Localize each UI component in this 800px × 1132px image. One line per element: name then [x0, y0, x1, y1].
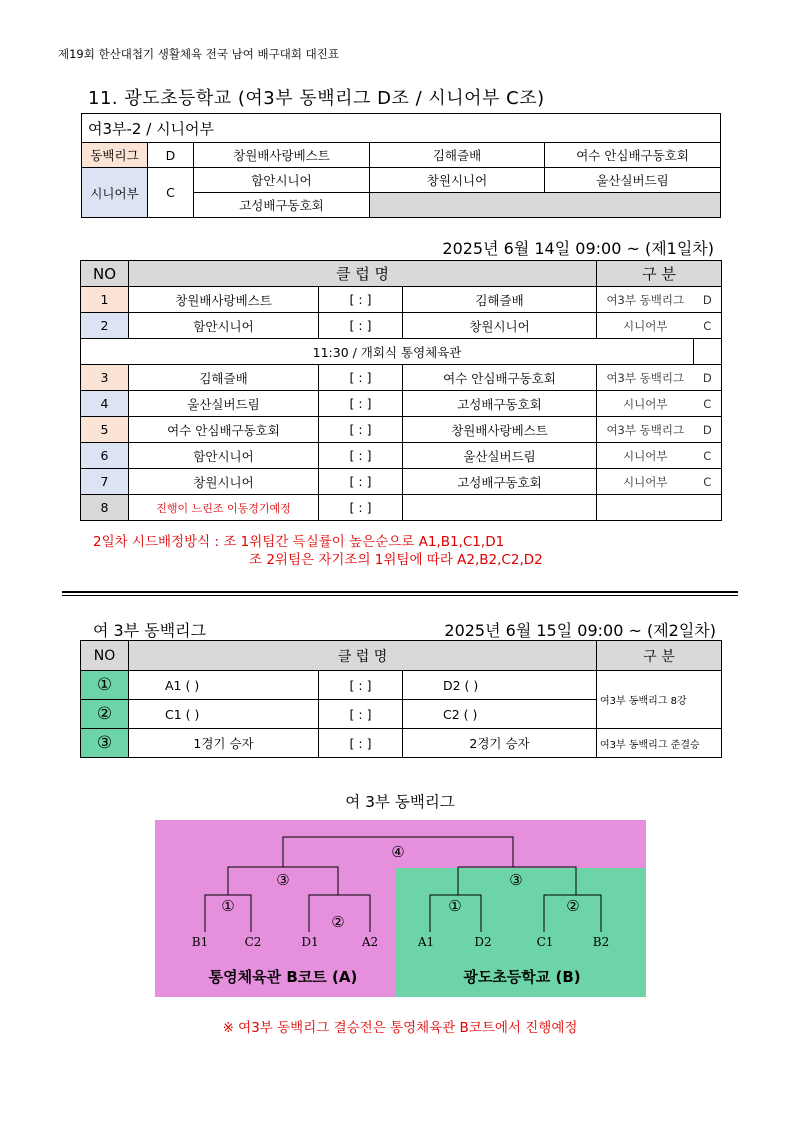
seed-note-line2: 조 2위팀은 자기조의 1위팀에 따라 A2,B2,C2,D2	[249, 552, 543, 568]
quarter-marker: ②	[331, 913, 345, 931]
match-no: 3	[81, 365, 129, 391]
match-no: 6	[81, 443, 129, 469]
seed-note-line1: 2일차 시드배정방식 : 조 1위팀간 득실률이 높은순으로 A1,B1,C1,D1	[93, 534, 505, 550]
team-cell: 함안시니어	[194, 168, 370, 193]
group: C	[694, 391, 722, 417]
day2-league: 여 3부 동백리그	[93, 621, 207, 640]
home-team: 창원배사랑베스트	[129, 287, 319, 313]
seed-label: A2	[361, 935, 379, 949]
group: C	[694, 313, 722, 339]
team-cell: 고성배구동호회	[194, 193, 370, 218]
match-no: 5	[81, 417, 129, 443]
home-team: 함안시니어	[129, 443, 319, 469]
header-club: 클 럽 명	[129, 641, 597, 671]
group-label: C	[148, 168, 194, 218]
seed-label: D1	[301, 935, 319, 949]
venue-b-label: 광도초등학교 (B)	[463, 968, 581, 986]
category: 여3부 동백리그 준결승	[597, 729, 722, 758]
group: D	[694, 287, 722, 313]
away-team: 울산실버드림	[403, 443, 597, 469]
category: 여3부 동백리그	[597, 365, 694, 391]
team-cell: 창원시니어	[370, 168, 545, 193]
score-input[interactable]: [ : ]	[319, 495, 403, 521]
category: 여3부 동백리그 8강	[597, 671, 722, 729]
score-input[interactable]: [ : ]	[319, 443, 403, 469]
header-club: 클 럽 명	[129, 261, 597, 287]
semi-marker: ③	[276, 871, 290, 889]
home-team: 함안시니어	[129, 313, 319, 339]
header-category: 구 분	[597, 261, 722, 287]
group-label: D	[148, 143, 194, 168]
group: D	[694, 365, 722, 391]
group-info-header: 여3부-2 / 시니어부	[82, 114, 721, 143]
category: 시니어부	[597, 391, 694, 417]
document-title: 제19회 한산대첩기 생활체육 전국 남여 배구대회 대진표	[58, 47, 339, 61]
match-no: 4	[81, 391, 129, 417]
away-team: 창원배사랑베스트	[403, 417, 597, 443]
score-input[interactable]: [ : ]	[319, 671, 403, 700]
final-venue-note: ※ 여3부 동백리그 결승전은 통영체육관 B코트에서 진행예정	[222, 1020, 578, 1036]
header-no: NO	[81, 261, 129, 287]
away-team: 고성배구동호회	[403, 391, 597, 417]
score-input[interactable]: [ : ]	[319, 700, 403, 729]
seed-label: C1	[536, 935, 554, 949]
semi-marker: ③	[509, 871, 523, 889]
away-team: C2 ( )	[403, 700, 597, 729]
seed-label: B2	[592, 935, 610, 949]
day1-date: 2025년 6월 14일 09:00 ~ (제1일차)	[442, 239, 714, 258]
division-label: 시니어부	[82, 168, 148, 218]
home-team: C1 ( )	[129, 700, 319, 729]
day2-date: 2025년 6월 15일 09:00 ~ (제2일차)	[444, 621, 716, 640]
away-team: 여수 안심배구동호회	[403, 365, 597, 391]
match-no: ②	[81, 700, 129, 729]
away-team: 창원시니어	[403, 313, 597, 339]
score-input[interactable]: [ : ]	[319, 391, 403, 417]
home-team: A1 ( )	[129, 671, 319, 700]
home-team: 울산실버드림	[129, 391, 319, 417]
venue-a-area	[396, 820, 646, 868]
score-input[interactable]: [ : ]	[319, 365, 403, 391]
away-team: 김해즐배	[403, 287, 597, 313]
quarter-marker: ②	[566, 897, 580, 915]
quarter-marker: ①	[448, 897, 462, 915]
division-label: 동백리그	[82, 143, 148, 168]
seed-label: C2	[244, 935, 262, 949]
match-no: ①	[81, 671, 129, 700]
home-team: 1경기 승자	[129, 729, 319, 758]
team-cell: 울산실버드림	[545, 168, 721, 193]
home-team: 김해즐배	[129, 365, 319, 391]
team-cell: 여수 안심배구동호회	[545, 143, 721, 168]
match-no: 7	[81, 469, 129, 495]
match-no: 1	[81, 287, 129, 313]
away-team: 2경기 승자	[403, 729, 597, 758]
category: 여3부 동백리그	[597, 287, 694, 313]
score-input[interactable]: [ : ]	[319, 417, 403, 443]
seed-label: D2	[474, 935, 492, 949]
category: 시니어부	[597, 469, 694, 495]
category: 여3부 동백리그	[597, 417, 694, 443]
section-title: 11. 광도초등학교 (여3부 동백리그 D조 / 시니어부 C조)	[88, 88, 545, 109]
final-marker: ④	[391, 843, 405, 861]
header-no: NO	[81, 641, 129, 671]
group: C	[694, 469, 722, 495]
score-input[interactable]: [ : ]	[319, 469, 403, 495]
score-input[interactable]: [ : ]	[319, 287, 403, 313]
match-no: 8	[81, 495, 129, 521]
category: 시니어부	[597, 443, 694, 469]
ceremony-text: 11:30 / 개회식 통영체육관	[81, 339, 694, 365]
home-team: 창원시니어	[129, 469, 319, 495]
group: C	[694, 443, 722, 469]
away-team: D2 ( )	[403, 671, 597, 700]
team-cell: 김해즐배	[370, 143, 545, 168]
match-no: 2	[81, 313, 129, 339]
category: 시니어부	[597, 313, 694, 339]
seed-label: B1	[191, 935, 209, 949]
header-category: 구 분	[597, 641, 722, 671]
home-team: 여수 안심배구동호회	[129, 417, 319, 443]
pending-note: 진행이 느린조 이동경기예정	[129, 495, 319, 521]
team-cell: 창원배사랑베스트	[194, 143, 370, 168]
match-no: ③	[81, 729, 129, 758]
score-input[interactable]: [ : ]	[319, 313, 403, 339]
venue-a-label: 통영체육관 B코트 (A)	[208, 968, 358, 986]
bracket-title: 여 3부 동백리그	[345, 793, 455, 811]
quarter-marker: ①	[221, 897, 235, 915]
away-team: 고성배구동호회	[403, 469, 597, 495]
score-input[interactable]: [ : ]	[319, 729, 403, 758]
group: D	[694, 417, 722, 443]
seed-label: A1	[417, 935, 435, 949]
